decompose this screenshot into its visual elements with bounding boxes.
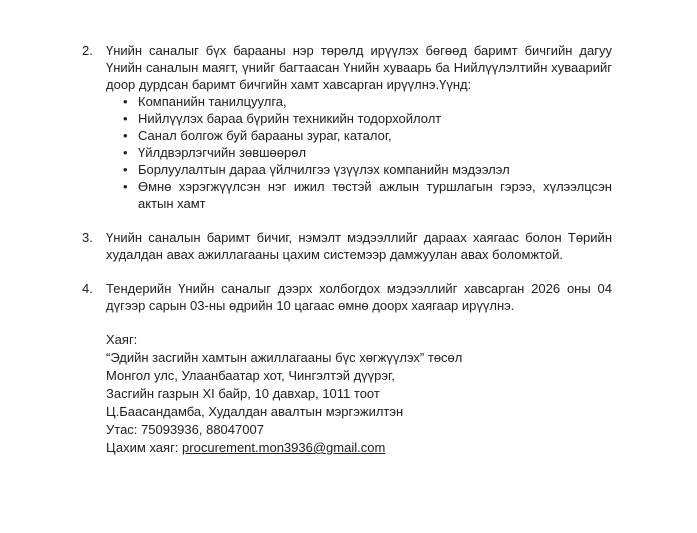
- bullet-item: [106, 93, 612, 110]
- list-item-number: 2.: [82, 43, 93, 58]
- list-item-number: 3.: [82, 230, 93, 245]
- address-block: [106, 331, 612, 457]
- address-line: “Эдийн засгийн хамтын ажиллагааны бүс хөгжүүлэх” төсөл: [106, 350, 463, 365]
- bullet-text: Үйлдвэрлэгчийн зөвшөөрөл: [138, 145, 307, 160]
- list-item-number: 4.: [82, 281, 93, 296]
- paragraph-text: Үнийн саналын баримт бичиг, нэмэлт мэдээллийг дараах хаягаас болон Төрийн худалдан авах ажиллагааны цахим системээр дамжуулан авах боломжтой.: [106, 230, 612, 262]
- bullet-text: Нийлүүлэх бараа бүрийн техникийн тодорхойлолт: [138, 111, 442, 126]
- address-line: Засгийн газрын XI байр, 10 давхар, 1011 тоот: [106, 386, 380, 401]
- address-label: Хаяг:: [106, 332, 138, 347]
- bullet-marker: •: [123, 94, 128, 109]
- list-item-4: [82, 280, 612, 314]
- bullet-marker: •: [123, 162, 128, 177]
- email-label: Цахим хаяг:: [106, 440, 183, 455]
- bullet-list: [106, 93, 612, 212]
- address-line: Утас: 75093936, 88047007: [106, 422, 264, 437]
- bullet-marker: •: [123, 145, 128, 160]
- bullet-text: Компанийн танилцуулга,: [138, 94, 287, 109]
- email-link[interactable]: procurement.mon3936@gmail.com: [182, 440, 386, 455]
- bullet-item: [106, 110, 612, 127]
- bullet-item: [106, 178, 612, 212]
- paragraph-text: Үнийн саналыг бүх барааны нэр төрөлд ирүүлэх бөгөөд баримт бичгийн дагуу Үнийн саналын маягт, үнийг багтаасан Үнийн хуваарь ба Нийлүүлэлтийн хуваарийг доор дурдсан баримт бичгийн хамт хавсарган ирүүлнэ.Үүнд:: [106, 43, 612, 92]
- bullet-item: [106, 127, 612, 144]
- list-item-2: [82, 42, 612, 212]
- bullet-text: Өмнө хэрэгжүүлсэн нэг ижил төстэй ажлын туршлагын гэрээ, хүлээлцсэн актын хамт: [138, 179, 612, 211]
- bullet-text: Борлуулалтын дараа үйлчилгээ үзүүлэх компанийн мэдээлэл: [138, 162, 510, 177]
- address-line: Ц.Баасандамба, Худалдан авалтын мэргэжилтэн: [106, 404, 404, 419]
- list-item-3: [82, 229, 612, 263]
- paragraph-text: Тендерийн Үнийн саналыг дээрх холбогдох мэдээллийг хавсарган 2026 оны 04 дүгээр сарын 03-ны өдрийн 10 цагаас өмнө доорх хаягаар ирүүлнэ.: [106, 281, 612, 313]
- bullet-marker: •: [123, 128, 128, 143]
- bullet-marker: •: [123, 111, 128, 126]
- email-line: [106, 439, 612, 457]
- bullet-item: [106, 161, 612, 178]
- bullet-marker: •: [123, 179, 128, 194]
- bullet-text: Санал болгож буй барааны зураг, каталог,: [138, 128, 392, 143]
- bullet-item: [106, 144, 612, 161]
- address-line: Монгол улс, Улаанбаатар хот, Чингэлтэй дүүрэг,: [106, 368, 395, 383]
- document-content: [82, 42, 612, 457]
